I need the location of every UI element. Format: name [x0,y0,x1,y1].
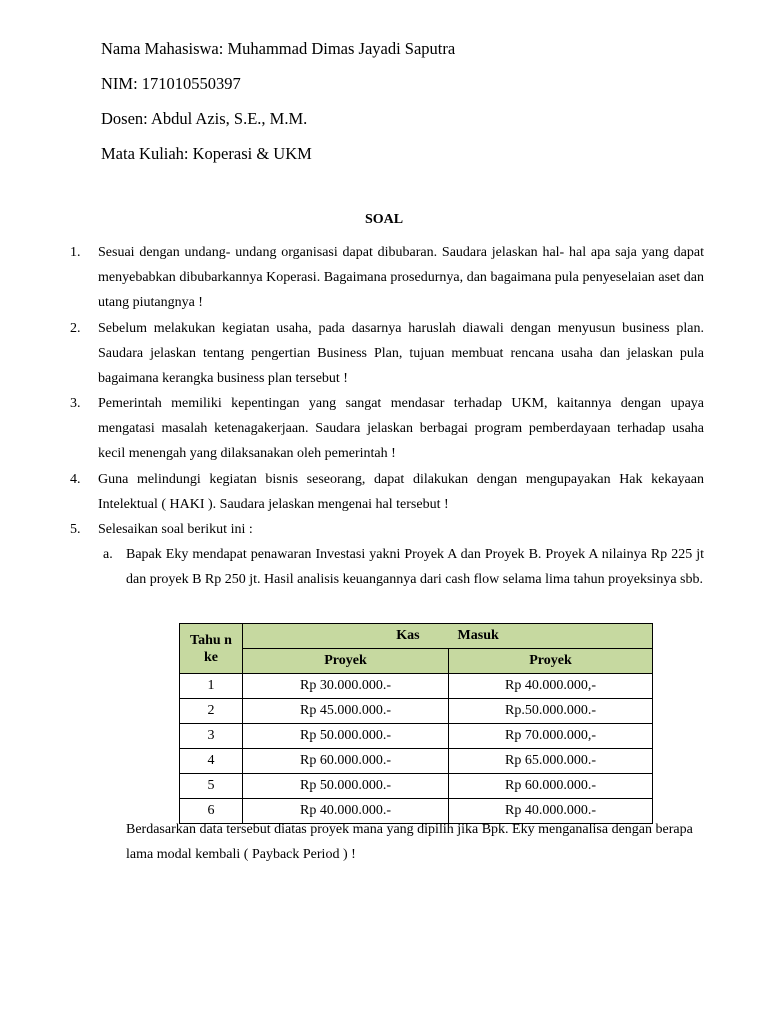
closing-question: Berdasarkan data tersebut diatas proyek mana yang dipilih jika Bpk. Eky menganalisa dengan berapa lama modal kembali ( Payback Period ) ! [126,822,693,862]
col-header-proyek-a: Proyek [243,649,449,674]
question-text: Guna melindungi kegiatan bisnis seseorang, dapat dilakukan dengan mengupayakan Hak kekayaan Intelektual ( HAKI ). Saudara jelaskan mengenai hal tersebut ! [98,472,704,512]
question-number: 2. [70,321,81,336]
table-row: 4 Rp 60.000.000.- Rp 65.000.000.- [180,749,653,774]
page-title: SOAL [364,212,404,227]
table-row: 6 Rp 40.000.000.- Rp 40.000.000.- [180,799,653,824]
col-header-kas-masuk [243,624,653,649]
kas-word: Kas [396,628,420,643]
table-row: 5 Rp 50.000.000.- Rp 60.000.000.- [180,774,653,799]
question-text: Sebelum melakukan kegiatan usaha, pada dasarnya haruslah diawali dengan menyusun business plan. Saudara jelaskan tentang pengertian Business Plan, tujuan membuat rencana usaha dan jelaskan pula bagaimana kerangka business plan tersebut ! [98,321,704,386]
student-name: Nama Mahasiswa: Muhammad Dimas Jayadi Saputra [101,39,456,58]
question-3 [70,391,704,466]
question-number: 5. [70,522,81,537]
question-1 [70,240,704,315]
question-number: 1. [70,245,81,260]
question-text: Selesaikan soal berikut ini : [98,522,253,537]
sub-question-text: Bapak Eky mendapat penawaran Investasi yakni Proyek A dan Proyek B. Proyek A nilainya Rp 225 jt dan proyek B Rp 250 jt. Hasil analisis keuangannya dari cash flow selama lima tahun proyeksinya sbb. [126,547,704,587]
course: Mata Kuliah: Koperasi & UKM [101,144,312,163]
table-row: 1 Rp 30.000.000.- Rp 40.000.000,- [180,674,653,699]
masuk-word: Masuk [457,628,499,643]
question-text: Sesuai dengan undang- undang organisasi dapat dibubaran. Saudara jelaskan hal- hal apa saja yang dapat menyebabkan dibubarkannya Koperasi. Bagaimana prosedurnya, dan bagaimana pula penyeselaian aset dan utang piutangnya ! [98,245,704,310]
question-4 [70,467,704,517]
table-row: 3 Rp 50.000.000.- Rp 70.000.000,- [180,724,653,749]
lecturer: Dosen: Abdul Azis, S.E., M.M. [101,109,308,128]
question-5 [70,517,704,542]
question-2 [70,316,704,391]
col-header-proyek-b: Proyek [449,649,653,674]
question-number: 4. [70,472,81,487]
question-text: Pemerintah memiliki kepentingan yang sangat mendasar terhadap UKM, kaitannya dengan upaya mengatasi masalah ketenagakerjaan. Saudara jelaskan berbagai program pemberdayaan terhadap usaha kecil menengah yang dilaksanakan oleh pemerintah ! [98,396,704,461]
sub-question-a [103,542,704,592]
student-nim: NIM: 171010550397 [101,74,241,93]
question-number: 3. [70,396,81,411]
col-header-tahun: Tahu n ke [180,624,243,674]
table-row: 2 Rp 45.000.000.- Rp.50.000.000.- [180,699,653,724]
cash-flow-table [179,623,653,824]
sub-question-letter: a. [103,547,113,562]
